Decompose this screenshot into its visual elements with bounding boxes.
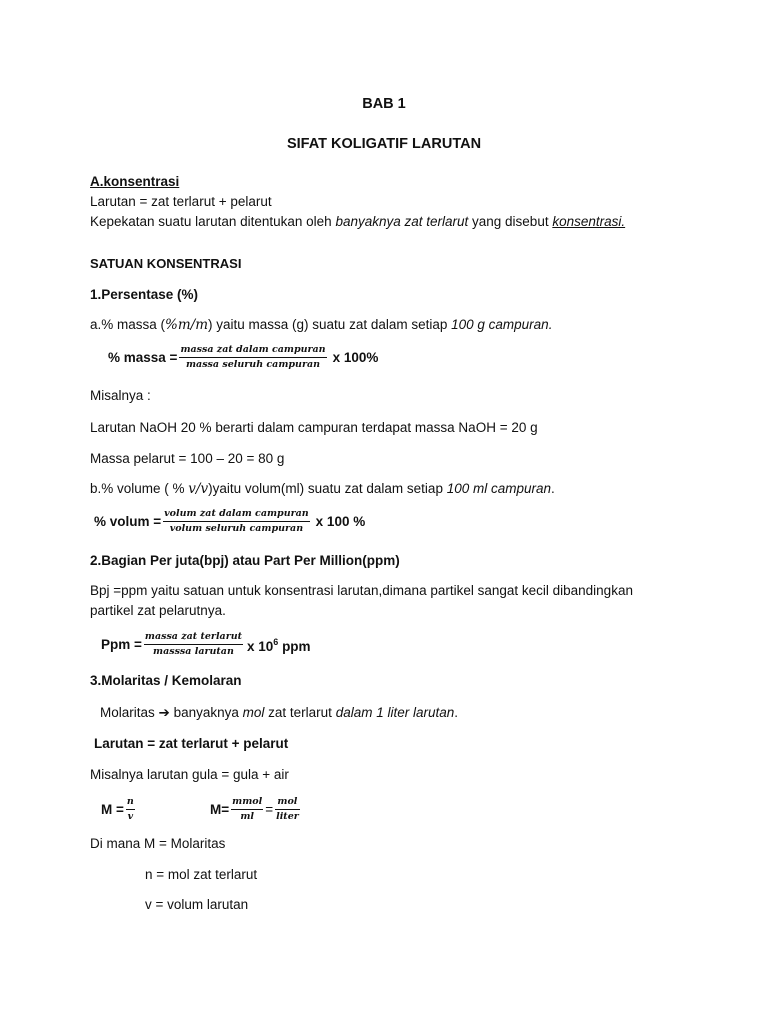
- ppm-eq-denominator: masssa larutan: [144, 644, 243, 658]
- ppm-eq-numerator: massa zat terlarut: [144, 631, 243, 642]
- massa-def-math: %m/m: [165, 317, 209, 333]
- ppm-eq-times: x 10: [247, 639, 274, 654]
- m1-left: M =: [101, 801, 124, 817]
- volume-eq-fraction: [163, 508, 310, 535]
- volume-def-math: v/v: [188, 481, 209, 497]
- massa-def-text-2: ) yaitu massa (g) suatu zat dalam setiap: [208, 317, 452, 332]
- m2-numerator: mmol: [232, 796, 263, 807]
- massa-def-text-1: a.% massa (: [90, 317, 166, 332]
- gula-example: Misalnya larutan gula = gula + air: [90, 767, 289, 782]
- volume-eq-denominator: volum seluruh campuran: [163, 521, 310, 535]
- m1-denominator: v: [127, 811, 134, 822]
- volume-eq-right: x 100 %: [315, 513, 366, 529]
- v-definition: v = volum larutan: [145, 897, 249, 912]
- dimana-molaritas: Di mana M = Molaritas: [90, 836, 226, 851]
- m3-numerator: mol: [277, 796, 298, 807]
- molaritas-def-text-6: .: [454, 705, 459, 720]
- volume-percent-equation: [94, 508, 365, 535]
- persentase-title: 1.Persentase (%): [90, 287, 199, 302]
- konsentrasi-text-1: Kepekatan suatu larutan ditentukan oleh: [90, 214, 336, 229]
- m2-fraction: [231, 796, 263, 823]
- massa-percent-definition: [90, 316, 552, 334]
- m1-numerator: n: [126, 796, 134, 807]
- konsentrasi-term: konsentrasi.: [552, 214, 626, 229]
- chapter-title: SIFAT KOLIGATIF LARUTAN: [286, 136, 482, 152]
- volume-def-text-1: b.% volume ( %: [90, 481, 189, 496]
- molaritas-def-text-5: dalam 1 liter larutan: [335, 705, 455, 720]
- n-definition: n = mol zat terlarut: [145, 867, 258, 882]
- m2-equals: =: [265, 801, 274, 817]
- molarity-equation-2: [210, 796, 302, 823]
- ppm-eq-right: [247, 633, 311, 656]
- molaritas-def-text-1: Molaritas: [100, 705, 159, 720]
- molaritas-definition: [90, 704, 458, 722]
- massa-eq-left: % massa =: [108, 349, 178, 365]
- konsentrasi-definition: [90, 213, 625, 231]
- larutan-definition: Larutan = zat terlarut + pelarut: [90, 194, 272, 209]
- molaritas-def-text-2: banyaknya: [169, 705, 243, 720]
- molaritas-title: 3.Molaritas / Kemolaran: [90, 673, 242, 688]
- molaritas-def-text-4: zat terlarut: [264, 705, 336, 720]
- volume-def-text-4: .: [551, 481, 555, 496]
- molaritas-def-text-3: mol: [242, 705, 265, 720]
- m3-denominator: liter: [276, 811, 299, 822]
- massa-def-text-3: 100 g campuran.: [451, 317, 553, 332]
- ppm-eq-exponent: 6: [273, 637, 279, 647]
- massa-percent-equation: [108, 344, 378, 371]
- section-a-title: A.konsentrasi: [90, 174, 180, 189]
- satuan-konsentrasi-title: SATUAN KONSENTRASI: [90, 256, 242, 271]
- volume-percent-definition: [90, 480, 555, 498]
- ppm-eq-unit: ppm: [278, 639, 311, 654]
- volume-def-text-3: 100 ml campuran: [446, 481, 552, 496]
- volume-def-text-2: )yaitu volum(ml) suatu zat dalam setiap: [208, 481, 447, 496]
- bpj-description-2: partikel zat pelarutnya.: [90, 603, 226, 618]
- molarity-equation-1: [101, 796, 137, 823]
- chapter-number: BAB 1: [362, 96, 406, 112]
- massa-eq-fraction: [179, 344, 326, 371]
- misalnya-label: Misalnya :: [90, 388, 151, 403]
- massa-eq-numerator: massa zat dalam campuran: [180, 344, 326, 355]
- arrow-right-icon: ➔: [158, 705, 170, 720]
- larutan-formula: Larutan = zat terlarut + pelarut: [94, 736, 289, 751]
- bpj-description-1: Bpj =ppm yaitu satuan untuk konsentrasi larutan,dimana partikel sangat kecil dibandingkan: [90, 583, 633, 598]
- m3-fraction: [275, 796, 300, 823]
- ppm-equation: [101, 631, 311, 658]
- ppm-eq-fraction: [144, 631, 243, 658]
- naoh-example: Larutan NaOH 20 % berarti dalam campuran terdapat massa NaOH = 20 g: [90, 420, 538, 435]
- bpj-title: 2.Bagian Per juta(bpj) atau Part Per Million(ppm): [90, 553, 400, 568]
- m2-denominator: ml: [231, 809, 263, 823]
- massa-pelarut-example: Massa pelarut = 100 – 20 = 80 g: [90, 451, 285, 466]
- konsentrasi-text-3: yang disebut: [468, 214, 553, 229]
- volume-eq-left: % volum =: [94, 513, 162, 529]
- massa-eq-right: x 100%: [332, 349, 379, 365]
- m1-fraction: [126, 796, 135, 823]
- ppm-eq-left: Ppm =: [101, 636, 142, 652]
- m2-left: M=: [210, 801, 230, 817]
- konsentrasi-text-2: banyaknya zat terlarut: [335, 214, 469, 229]
- volume-eq-numerator: volum zat dalam campuran: [164, 508, 309, 519]
- massa-eq-denominator: massa seluruh campuran: [179, 357, 326, 371]
